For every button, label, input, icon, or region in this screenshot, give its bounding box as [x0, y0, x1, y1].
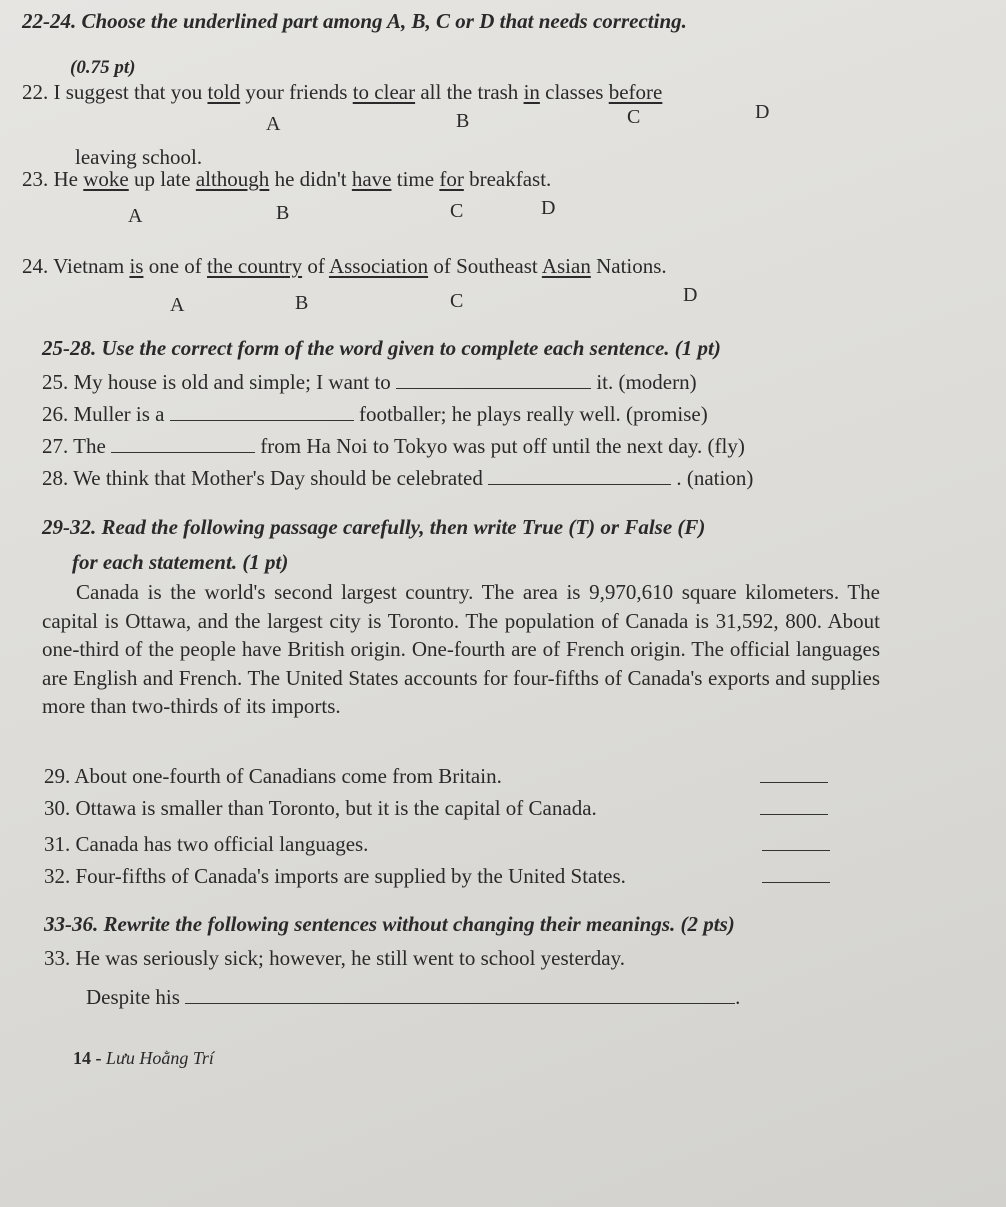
answer-blank [760, 813, 828, 815]
question-28: 28. We think that Mother's Day should be celebrated . (nation) [42, 466, 754, 490]
section-heading-22-24: 22-24. Choose the underlined part among A, B, C or D that needs correcting. [22, 9, 687, 33]
letter-a: A [128, 205, 143, 227]
option-a-underline: woke [83, 167, 129, 191]
option-d-underline: Asian [541, 254, 591, 278]
option-c-underline: Association [328, 254, 429, 278]
statement-31: 31. Canada has two official languages. [44, 832, 369, 856]
question-22: 22. I suggest that you told your friends to clear all the trash in classes before [22, 80, 663, 104]
option-b-underline: although [195, 167, 270, 191]
section-heading-25-28: 25-28. Use the correct form of the word given to complete each sentence. (1 pt) [42, 336, 721, 360]
question-33-rewrite: Despite his . [86, 985, 741, 1009]
question-25: 25. My house is old and simple; I want to it. (modern) [42, 370, 697, 394]
answer-blank [396, 370, 591, 389]
answer-blank [185, 985, 735, 1004]
letter-c: C [450, 200, 464, 222]
letter-c: C [450, 290, 464, 312]
option-c-underline: in [523, 80, 540, 104]
letter-d: D [755, 101, 770, 123]
reading-passage: Canada is the world's second largest country. The area is 9,970,610 square kilometers. The capital is Ottawa, and the largest city is Toronto. The population of Canada is 31,592, 800. About one-third of the people have British origin. One-fourth are of French origin. The official languages are English and French. The United States accounts for four-fifths of Canada's exports and supplies more than two-thirds of its imports. [42, 580, 880, 718]
answer-blank [488, 466, 671, 485]
question-27: 27. The from Ha Noi to Tokyo was put off until the next day. (fly) [42, 434, 745, 458]
option-b-underline: the country [207, 254, 303, 278]
question-23: 23. He woke up late although he didn't have time for breakfast. [22, 167, 552, 191]
letter-c: C [627, 106, 641, 128]
section-heading-33-36: 33-36. Rewrite the following sentences without changing their meanings. (2 pts) [44, 912, 735, 936]
statement-29: 29. About one-fourth of Canadians come from Britain. [44, 764, 502, 788]
question-33: 33. He was seriously sick; however, he still went to school yesterday. [44, 946, 626, 970]
question-22-continuation: leaving school. [75, 145, 203, 169]
answer-blank [111, 434, 255, 453]
section-points-22-24: (0.75 pt) [70, 57, 136, 78]
letter-d: D [541, 197, 556, 219]
letter-a: A [266, 113, 281, 135]
option-c-underline: have [351, 167, 392, 191]
section-heading-29-32: 29-32. Read the following passage carefully, then write True (T) or False (F) [42, 515, 706, 539]
question-24: 24. Vietnam is one of the country of Association of Southeast Asian Nations. [22, 254, 667, 278]
page-number: 14 [73, 1048, 91, 1068]
letter-d: D [683, 284, 698, 306]
answer-blank [762, 881, 830, 883]
letter-a: A [170, 294, 185, 316]
answer-blank [760, 781, 828, 783]
answer-blank [762, 849, 830, 851]
answer-blank [170, 402, 354, 421]
statement-30: 30. Ottawa is smaller than Toronto, but it is the capital of Canada. [44, 796, 597, 820]
author-name: Lưu Hoằng Trí [106, 1048, 214, 1068]
option-d-underline: for [439, 167, 464, 191]
option-a-underline: told [207, 80, 241, 104]
option-d-underline: before [608, 80, 663, 104]
statement-32: 32. Four-fifths of Canada's imports are supplied by the United States. [44, 864, 626, 888]
section-heading-29-32-line2: for each statement. (1 pt) [72, 550, 289, 574]
option-b-underline: to clear [352, 80, 416, 104]
page-footer: 14 - Lưu Hoằng Trí [73, 1048, 214, 1068]
question-26: 26. Muller is a footballer; he plays really well. (promise) [42, 402, 708, 426]
letter-b: B [456, 110, 470, 132]
letter-b: B [276, 202, 290, 224]
option-a-underline: is [129, 254, 144, 278]
letter-b: B [295, 292, 309, 314]
